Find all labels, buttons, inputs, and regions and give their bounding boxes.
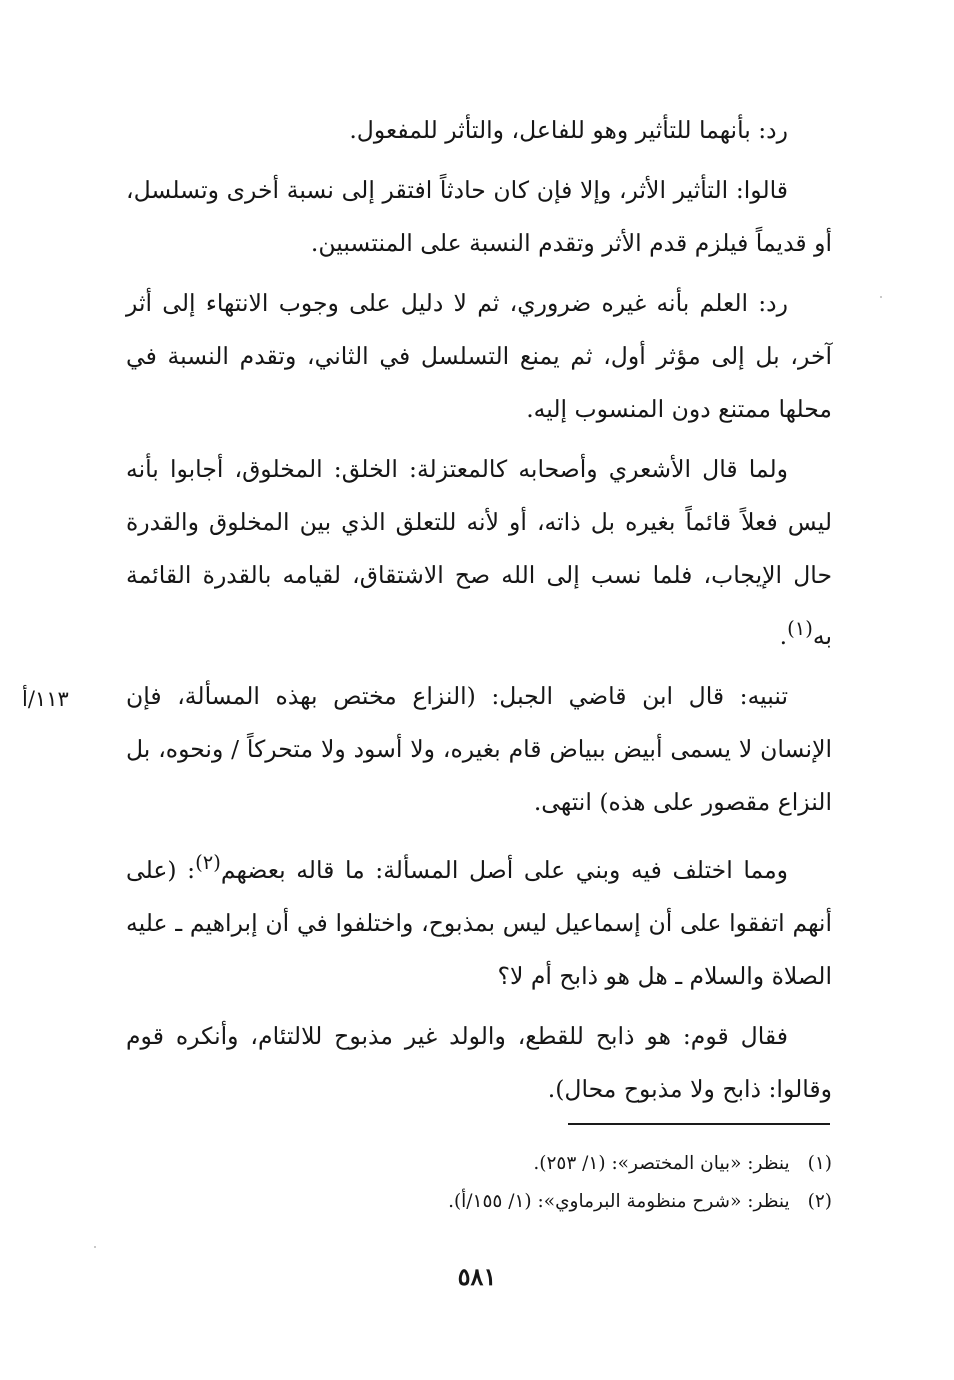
- paragraph-text: فقال قوم: هو ذابح للقطع، والولد غير مذبوح للالتئام، وأنكره قوم وقالوا: ذابح ولا مذبوح محال).: [126, 1021, 832, 1103]
- footnote-number: (٢): [807, 1191, 832, 1212]
- footnote: [126, 1145, 832, 1183]
- scan-speck: [94, 1246, 96, 1248]
- paragraph-text-tail: : (على أنهم اتفقوا على أن إسماعيل ليس بمذبوح، واختلفوا في أن إبراهيم ـ عليه الصلاة والسلام ـ هل هو ذابح أم لا؟: [126, 855, 832, 990]
- paragraph: [126, 836, 832, 1003]
- main-text: [126, 104, 832, 1116]
- paragraph-text: قالوا: التأثير الأثر، وإلا فإن كان حادثاً افتقر إلى نسبة أخرى وتسلسل، أو قديماً فيلزم قدم الأثر وتقدم النسبة على المنتسبين.: [126, 176, 832, 257]
- paragraph: [126, 164, 832, 270]
- paragraph: [126, 277, 832, 436]
- footnotes: [126, 1145, 832, 1221]
- paragraph-text: رد: العلم بأنه غيره ضروري، ثم لا دليل على وجوب الانتهاء إلى أثر آخر، بل إلى مؤثر أول، ثم يمنع التسلسل في الثاني، وتقدم النسبة في محلها ممتنع دون المنسوب إليه.: [126, 289, 832, 423]
- paragraph-text-tail: .: [779, 621, 788, 650]
- scan-speck: [880, 296, 882, 298]
- footnote-marker: (١): [787, 617, 813, 640]
- paragraph-text: ولما قال الأشعري وأصحابه كالمعتزلة: الخلق: المخلوق، أجابوا بأنه ليس فعلاً قائماً بغيره بل ذاته، أو لأنه للتعلق الذي بين المخلوق والقدرة حال الإيجاب، فلما نسب إلى الله صح الاشتقاق، لقيامه بالقدرة القائمة به: [126, 455, 832, 650]
- paragraph: [126, 104, 832, 157]
- footnote: [126, 1183, 832, 1221]
- paragraph-text: رد: بأنهما للتأثير وهو للفاعل، والتأثر للمفعول.: [349, 116, 788, 144]
- paragraph-text: ومما اختلف فيه وبني على أصل المسألة: ما قاله بعضهم: [220, 855, 789, 884]
- paragraph: [126, 1010, 832, 1116]
- manuscript-folio-note: ١١٣/أ: [22, 687, 69, 711]
- footnote-number: (١): [807, 1153, 832, 1174]
- paragraph: [126, 670, 832, 829]
- paragraph-text: تنبيه: قال ابن قاضي الجبل: (النزاع مختص بهذه المسألة، فإن الإنسان لا يسمى أبيض ببياض قام بغيره، ولا أسود ولا متحركاً / ونحوه، بل النزاع مقصور على هذه) انتهى.: [126, 681, 832, 816]
- footnote-marker: (٢): [195, 850, 221, 874]
- footnote-text: ينظر: «بيان المختصر»: (١/ ٢٥٣).: [533, 1153, 790, 1174]
- paragraph: [126, 443, 832, 663]
- footnote-separator: [568, 1123, 830, 1125]
- page-number: ٥٨١: [457, 1262, 497, 1291]
- footnote-text: ينظر: «شرح منظومة البرماوي»: (١/ ١٥٥/أ).: [448, 1191, 790, 1212]
